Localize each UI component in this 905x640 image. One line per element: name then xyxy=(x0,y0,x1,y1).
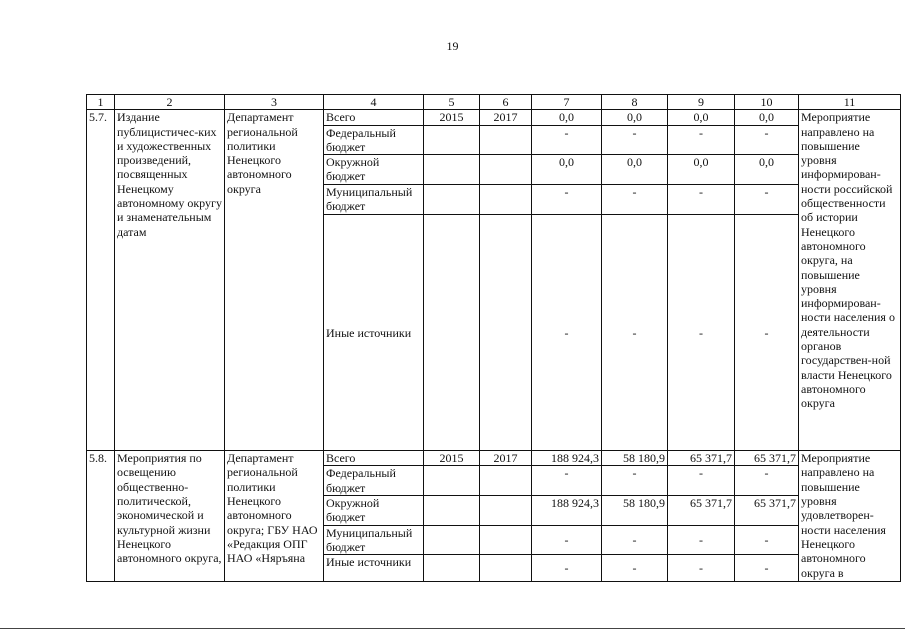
value-2015: - xyxy=(602,555,668,582)
header-cell: 10 xyxy=(735,95,799,110)
value-total: 188 924,3 xyxy=(532,496,602,526)
value-2016: - xyxy=(668,555,735,582)
item-title: Мероприятия по освещению общественно-политической, экономической и культурной жизни Ненецкого автономного округа, xyxy=(115,451,225,582)
program-table xyxy=(86,94,901,582)
empty-cell xyxy=(424,466,480,496)
empty-cell xyxy=(480,466,532,496)
source-label: Муниципальный бюджет xyxy=(324,185,424,215)
value-total: - xyxy=(532,555,602,582)
empty-cell xyxy=(480,525,532,555)
header-cell: 8 xyxy=(602,95,668,110)
start-year: 2015 xyxy=(424,110,480,125)
value-2017: - xyxy=(735,466,799,496)
item-number: 5.7. xyxy=(87,110,115,451)
value-2015: - xyxy=(602,185,668,215)
item-executor: Департамент региональной политики Ненецкого автономного округа; ГБУ НАО «Редакция ОПГ НАО «Няръяна xyxy=(225,451,324,582)
table-row xyxy=(87,110,901,125)
empty-cell xyxy=(424,496,480,526)
value-2016: - xyxy=(668,185,735,215)
empty-cell xyxy=(480,125,532,155)
header-cell: 2 xyxy=(115,95,225,110)
item-note: Мероприятие направлено на повышение уровня информирован-ности российской общественности об истории Ненецкого автономного округа, на повышение уровня информирован-ности населения о деятельности органов государствен-ной власти Ненецкого автономного округа xyxy=(799,110,901,451)
source-label: Всего xyxy=(324,451,424,466)
value-2016: - xyxy=(668,525,735,555)
value-2017: 65 371,7 xyxy=(735,496,799,526)
item-title: Издание публицистичес-ких и художественных произведений, посвященных Ненецкому автономному округу и знаменательным датам xyxy=(115,110,225,451)
start-year: 2015 xyxy=(424,451,480,466)
value-2016: 0,0 xyxy=(668,155,735,185)
header-cell: 4 xyxy=(324,95,424,110)
value-2017: 0,0 xyxy=(735,110,799,125)
value-2016: 0,0 xyxy=(668,110,735,125)
source-label: Иные источники xyxy=(324,555,424,582)
value-2015: 0,0 xyxy=(602,110,668,125)
value-2016: - xyxy=(668,125,735,155)
source-label: Муниципальный бюджет xyxy=(324,525,424,555)
empty-cell xyxy=(424,525,480,555)
header-row xyxy=(87,95,901,110)
empty-cell xyxy=(480,555,532,582)
value-2015: 0,0 xyxy=(602,155,668,185)
value-2015: 58 180,9 xyxy=(602,451,668,466)
header-cell: 7 xyxy=(532,95,602,110)
source-label: Федеральный бюджет xyxy=(324,466,424,496)
empty-cell xyxy=(424,555,480,582)
value-2017: - xyxy=(735,525,799,555)
header-cell: 11 xyxy=(799,95,901,110)
value-total: - xyxy=(532,185,602,215)
value-2015: - xyxy=(602,215,668,451)
source-label: Федеральный бюджет xyxy=(324,125,424,155)
value-total: 0,0 xyxy=(532,155,602,185)
empty-cell xyxy=(424,215,480,451)
header-cell: 6 xyxy=(480,95,532,110)
header-cell: 1 xyxy=(87,95,115,110)
page-number: 19 xyxy=(446,39,459,53)
value-total: - xyxy=(532,215,602,451)
source-label: Иные источники xyxy=(324,215,424,451)
value-2017: - xyxy=(735,125,799,155)
end-year: 2017 xyxy=(480,110,532,125)
value-total: - xyxy=(532,525,602,555)
value-2015: - xyxy=(602,525,668,555)
value-2017: - xyxy=(735,555,799,582)
source-label: Окружной бюджет xyxy=(324,496,424,526)
value-2016: 65 371,7 xyxy=(668,451,735,466)
value-2015: - xyxy=(602,125,668,155)
item-number: 5.8. xyxy=(87,451,115,582)
empty-cell xyxy=(480,185,532,215)
item-note: Мероприятие направлено на повышение уровня удовлетворен-ности населения Ненецкого автономного округа в xyxy=(799,451,901,582)
value-total: 0,0 xyxy=(532,110,602,125)
value-2017: - xyxy=(735,215,799,451)
end-year: 2017 xyxy=(480,451,532,466)
item-executor: Департамент региональной политики Ненецкого автономного округа xyxy=(225,110,324,451)
empty-cell xyxy=(480,215,532,451)
source-label: Окружной бюджет xyxy=(324,155,424,185)
page-edge-line xyxy=(0,628,905,629)
header-cell: 3 xyxy=(225,95,324,110)
header-cell: 5 xyxy=(424,95,480,110)
empty-cell xyxy=(424,185,480,215)
value-2016: - xyxy=(668,466,735,496)
value-2015: - xyxy=(602,466,668,496)
source-label: Всего xyxy=(324,110,424,125)
value-total: - xyxy=(532,125,602,155)
value-2017: - xyxy=(735,185,799,215)
value-2016: - xyxy=(668,215,735,451)
empty-cell xyxy=(480,496,532,526)
value-total: - xyxy=(532,466,602,496)
empty-cell xyxy=(424,125,480,155)
value-2015: 58 180,9 xyxy=(602,496,668,526)
empty-cell xyxy=(480,155,532,185)
empty-cell xyxy=(424,155,480,185)
value-2017: 65 371,7 xyxy=(735,451,799,466)
value-2016: 65 371,7 xyxy=(668,496,735,526)
table-row xyxy=(87,451,901,466)
header-cell: 9 xyxy=(668,95,735,110)
value-total: 188 924,3 xyxy=(532,451,602,466)
value-2017: 0,0 xyxy=(735,155,799,185)
